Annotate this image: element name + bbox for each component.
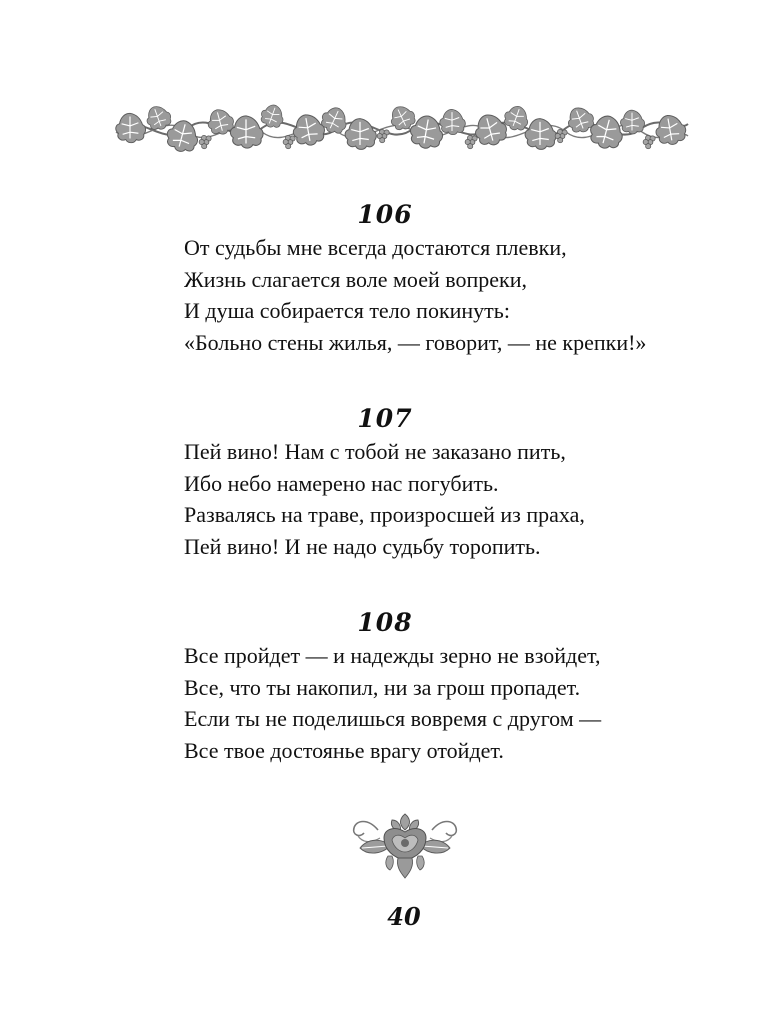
- quatrain-108: [184, 608, 724, 766]
- poem-line: И душа собирается тело покинуть:: [184, 298, 510, 323]
- floral-vignette-ornament: [340, 808, 470, 884]
- poem-line: Пей вино! Нам с тобой не заказано пить,: [184, 439, 566, 464]
- poem-line: Все, что ты накопил, ни за грош пропадет.: [184, 674, 581, 700]
- poem-line: Развалясь на траве, произросшей из праха,: [184, 502, 585, 527]
- quatrain-107: [184, 404, 724, 562]
- poem-number: 108: [357, 608, 413, 637]
- quatrain-106: [184, 200, 724, 358]
- poem-number: 106: [357, 200, 413, 229]
- poem-line: Все твое достоянье врагу отойдет.: [184, 737, 504, 763]
- poem-line: Ибо небо намерено нас погубить.: [184, 470, 499, 496]
- poem-number: 107: [357, 404, 413, 433]
- poem-line: От судьбы мне всегда достаются плевки,: [184, 235, 567, 260]
- poem-line: Пей вино! И не надо судьбу торопить.: [184, 533, 541, 559]
- poem-line: Все пройдет — и надежды зерно не взойдет,: [184, 643, 601, 668]
- poem-line: Если ты не поделишься вовремя с другом —: [184, 706, 602, 731]
- page-number: 40: [387, 902, 421, 931]
- poem-line: Жизнь слагается воле моей вопреки,: [184, 266, 527, 292]
- poem-line: «Больно стены жилья, — говорит, — не крепки!»: [184, 329, 647, 355]
- grapevine-border-ornament: [112, 92, 692, 162]
